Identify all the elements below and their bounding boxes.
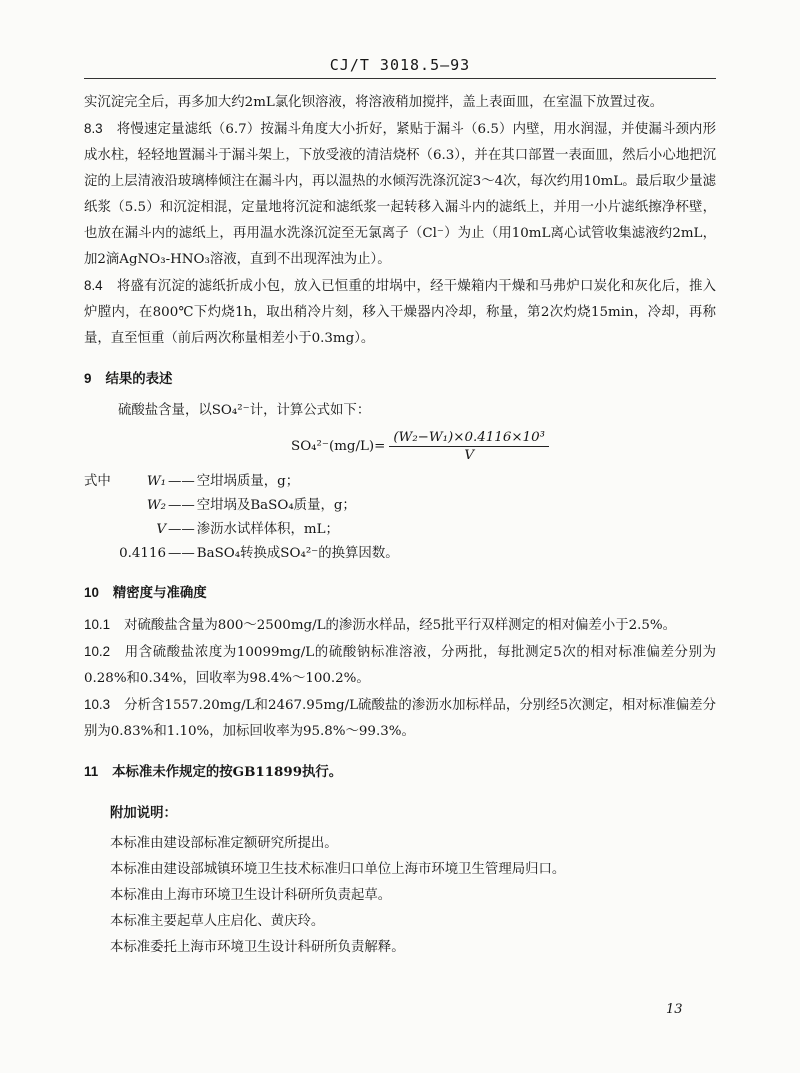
clause-text: 对硫酸盐含量为800～2500mg/L的渗沥水样品，经5批平行双样测定的相对偏差小于2.5%。: [124, 618, 677, 633]
definition-text: 空坩埚质量，g；: [196, 474, 300, 489]
sulfate-formula: [124, 424, 716, 468]
note-line: 本标准由上海市环境卫生设计科研所负责起草。: [110, 888, 392, 903]
definition-symbol: W₂: [146, 498, 166, 513]
page-number: 13: [666, 1002, 683, 1017]
section-number: 11: [84, 764, 99, 779]
standard-code-header: CJ/T 3018.5—93: [329, 56, 471, 74]
clause-10-3: [84, 692, 716, 745]
note-line: 本标准由建设部标准定额研究所提出。: [110, 836, 338, 851]
definition-row: 式中 W₁ —— 空坩埚质量，g；: [84, 470, 716, 494]
section-11-heading: [84, 759, 716, 785]
clause-number: 10.1: [84, 617, 111, 632]
section-number: 10: [84, 585, 99, 600]
header-rule: [84, 78, 716, 79]
section-9-heading: [84, 366, 716, 392]
note-line: 本标准委托上海市环境卫生设计科研所负责解释。: [110, 940, 405, 955]
clause-10-1: [84, 612, 716, 639]
formula-lhs: SO₄²⁻(mg/L)=: [291, 438, 386, 454]
paragraph-continuation: 实沉淀完全后，再多加大约2mL氯化钡溶液，将溶液稍加搅拌，盖上表面皿，在室温下放置过夜。: [84, 95, 664, 110]
where-label: 式中: [84, 474, 111, 489]
clause-number: 10.3: [84, 697, 111, 712]
formula-denominator: V: [464, 447, 474, 463]
formula-numerator: (W₂−W₁)×0.4116×10³: [389, 430, 549, 447]
definition-text: 渗沥水试样体积，mL；: [196, 522, 339, 537]
definition-symbol: V: [156, 522, 166, 537]
note-line: 本标准由建设部城镇环境卫生技术标准归口单位上海市环境卫生管理局归口。: [110, 862, 566, 877]
clause-text: 分析含1557.20mg/L和2467.95mg/L硫酸盐的渗沥水加标样品，分别经5次测定，相对标准偏差分别为0.83%和1.10%，加标回收率为95.8%～99.3%。: [84, 698, 716, 739]
section-title: 精密度与准确度: [112, 585, 207, 601]
clause-8-3: [84, 116, 716, 273]
clause-number: 8.3: [84, 121, 103, 136]
clause-text: 将盛有沉淀的滤纸折成小包，放入已恒重的坩埚中，经干燥箱内干燥和马弗炉口炭化和灰化后，推入炉膛内，在800℃下灼烧1h，取出稍冷片刻，移入干燥器内冷却，称量，第2次灼烧15min，冷却，再称量，直至恒重（前后两次称量相差小于0.3mg）。: [84, 279, 716, 346]
clause-10-2: [84, 639, 716, 692]
notes-title: 附加说明：: [110, 805, 177, 821]
clause-8-4: [84, 273, 716, 352]
section-title: 本标准未作规定的按GB11899执行。: [112, 764, 343, 780]
clause-number: 10.2: [84, 644, 111, 659]
definition-text: BaSO₄转换成SO₄²⁻的换算因数。: [196, 546, 399, 561]
document-body: [84, 90, 716, 961]
definition-row: W₂ —— 空坩埚及BaSO₄质量，g；: [84, 494, 716, 518]
additional-notes: [84, 797, 716, 961]
definition-row: V —— 渗沥水试样体积，mL；: [84, 518, 716, 542]
section-title: 结果的表述: [105, 371, 173, 387]
formula-intro: 硫酸盐含量，以SO₄²⁻计，计算公式如下：: [118, 403, 371, 418]
clause-text: 将慢速定量滤纸（6.7）按漏斗角度大小折好，紧贴于漏斗（6.5）内壁，用水润湿，并使漏斗颈内形成水柱，轻轻地置漏斗于漏斗架上，下放受液的清洁烧杯（6.3），并在其口部置一表面皿，然后小心地把沉淀的上层清液沿玻璃棒倾注在漏斗内，再以温热的水倾泻洗涤沉淀3～4次，每次约用10mL。最后取少量滤纸浆（5.5）和沉淀相混，定量地将沉淀和滤纸浆一起转移入漏斗内的滤纸上，并用一小片滤纸擦净杯壁，也放在漏斗内的滤纸上，再用温水洗涤沉淀至无氯离子（Cl⁻）为止（用10mL离心试管收集滤液约2mL，加2滴AgNO₃-HNO₃溶液，直到不出现浑浊为止）。: [84, 122, 716, 267]
definition-text: 空坩埚及BaSO₄质量，g；: [196, 498, 356, 513]
clause-number: 8.4: [84, 278, 103, 293]
formula-fraction: [389, 430, 549, 463]
section-number: 9: [84, 371, 92, 386]
note-line: 本标准主要起草人庄启化、黄庆玲。: [110, 914, 325, 929]
section-10-heading: [84, 580, 716, 606]
definition-row: 0.4116 —— BaSO₄转换成SO₄²⁻的换算因数。: [84, 542, 716, 566]
definition-symbol: 0.4116: [119, 546, 166, 561]
definition-symbol: W₁: [146, 474, 166, 489]
formula-definitions: [84, 470, 716, 566]
clause-text: 用含硫酸盐浓度为10099mg/L的硫酸钠标准溶液，分两批，每批测定5次的相对标准偏差分别为0.28%和0.34%，回收率为98.4%～100.2%。: [84, 645, 716, 686]
